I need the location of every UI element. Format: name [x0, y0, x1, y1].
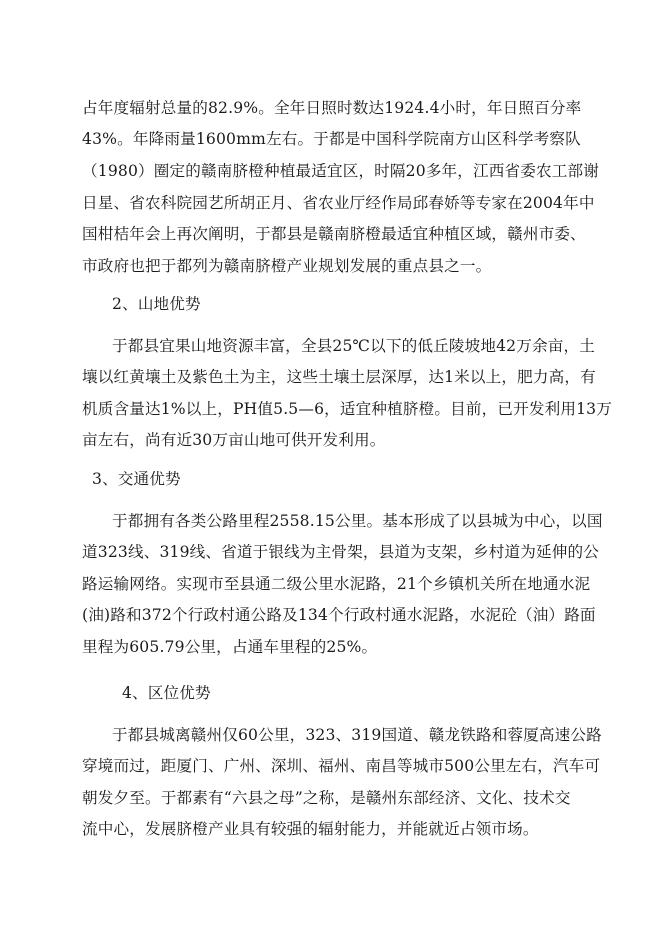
paragraph-2-line-1: 于都县宜果山地资源丰富，全县25℃以下的低丘陵坡地42万余亩，土 [112, 337, 595, 355]
paragraph-4-line-1: 于都县城离赣州仅60公里，323、319国道、赣龙铁路和蓉厦高速公路 [112, 726, 602, 744]
paragraph-2-line-4: 亩左右，尚有近30万亩山地可供开发利用。 [82, 431, 386, 449]
paragraph-1-line-4: 日星、省农科院园艺所胡正月、省农业厅经作局邱春娇等专家在2004年中 [82, 194, 595, 212]
paragraph-3-line-3: 路运输网络。实现市至县通二级公里水泥路，21个乡镇机关所在地通水泥 [82, 575, 591, 593]
section-heading-transport: 3、交通优势 [92, 470, 181, 488]
paragraph-4-line-3: 朝发夕至。于都素有“六县之母”之称，是赣州东部经济、文化、技术交 [82, 789, 571, 807]
paragraph-3-line-1: 于都拥有各类公路里程2558.15公里。基本形成了以县城为中心，以国 [112, 512, 603, 530]
paragraph-4-line-2: 穿境而过，距厦门、广州、深圳、福州、南昌等城市500公里左右，汽车可 [82, 757, 601, 775]
paragraph-1-line-6: 市政府也把于都列为赣南脐橙产业规划发展的重点县之一。 [82, 257, 492, 275]
section-heading-location: 4、区位优势 [122, 684, 211, 702]
paragraph-1-line-5: 国柑桔年会上再次阐明，于都县是赣南脐橙最适宜种植区域，赣州市委、 [82, 225, 586, 243]
paragraph-1-line-2: 43%。年降雨量1600mm左右。于都是中国科学院南方山区科学考察队 [82, 130, 581, 148]
paragraph-1-line-3: （1980）圈定的赣南脐橙种植最适宜区，时隔20多年，江西省委农工部谢 [82, 162, 599, 180]
paragraph-3-line-4: (油)路和372个行政村通公路及134个行政村通水泥路，水泥砼（油）路面 [82, 606, 596, 624]
paragraph-3-line-5: 里程为605.79公里，占通车里程的25%。 [82, 638, 378, 656]
paragraph-2-line-2: 壤以红黄壤土及紫色土为主，这些土壤土层深厚，达1米以上，肥力高，有 [82, 368, 596, 386]
section-heading-mountain: 2、山地优势 [112, 295, 201, 313]
paragraph-4-line-4: 流中心，发展脐橙产业具有较强的辐射能力，并能就近占领市场。 [82, 820, 539, 838]
paragraph-3-line-2: 道323线、319线、省道于银线为主骨架，县道为支架，乡村道为延伸的公 [82, 543, 599, 561]
paragraph-2-line-3: 机质含量达1%以上，PH值5.5—6，适宜种植脐橙。目前，已开发利用13万 [82, 400, 612, 418]
paragraph-1-line-1: 占年度辐射总量的82.9%。全年日照时数达1924.4小时，年日照百分率 [82, 99, 582, 117]
